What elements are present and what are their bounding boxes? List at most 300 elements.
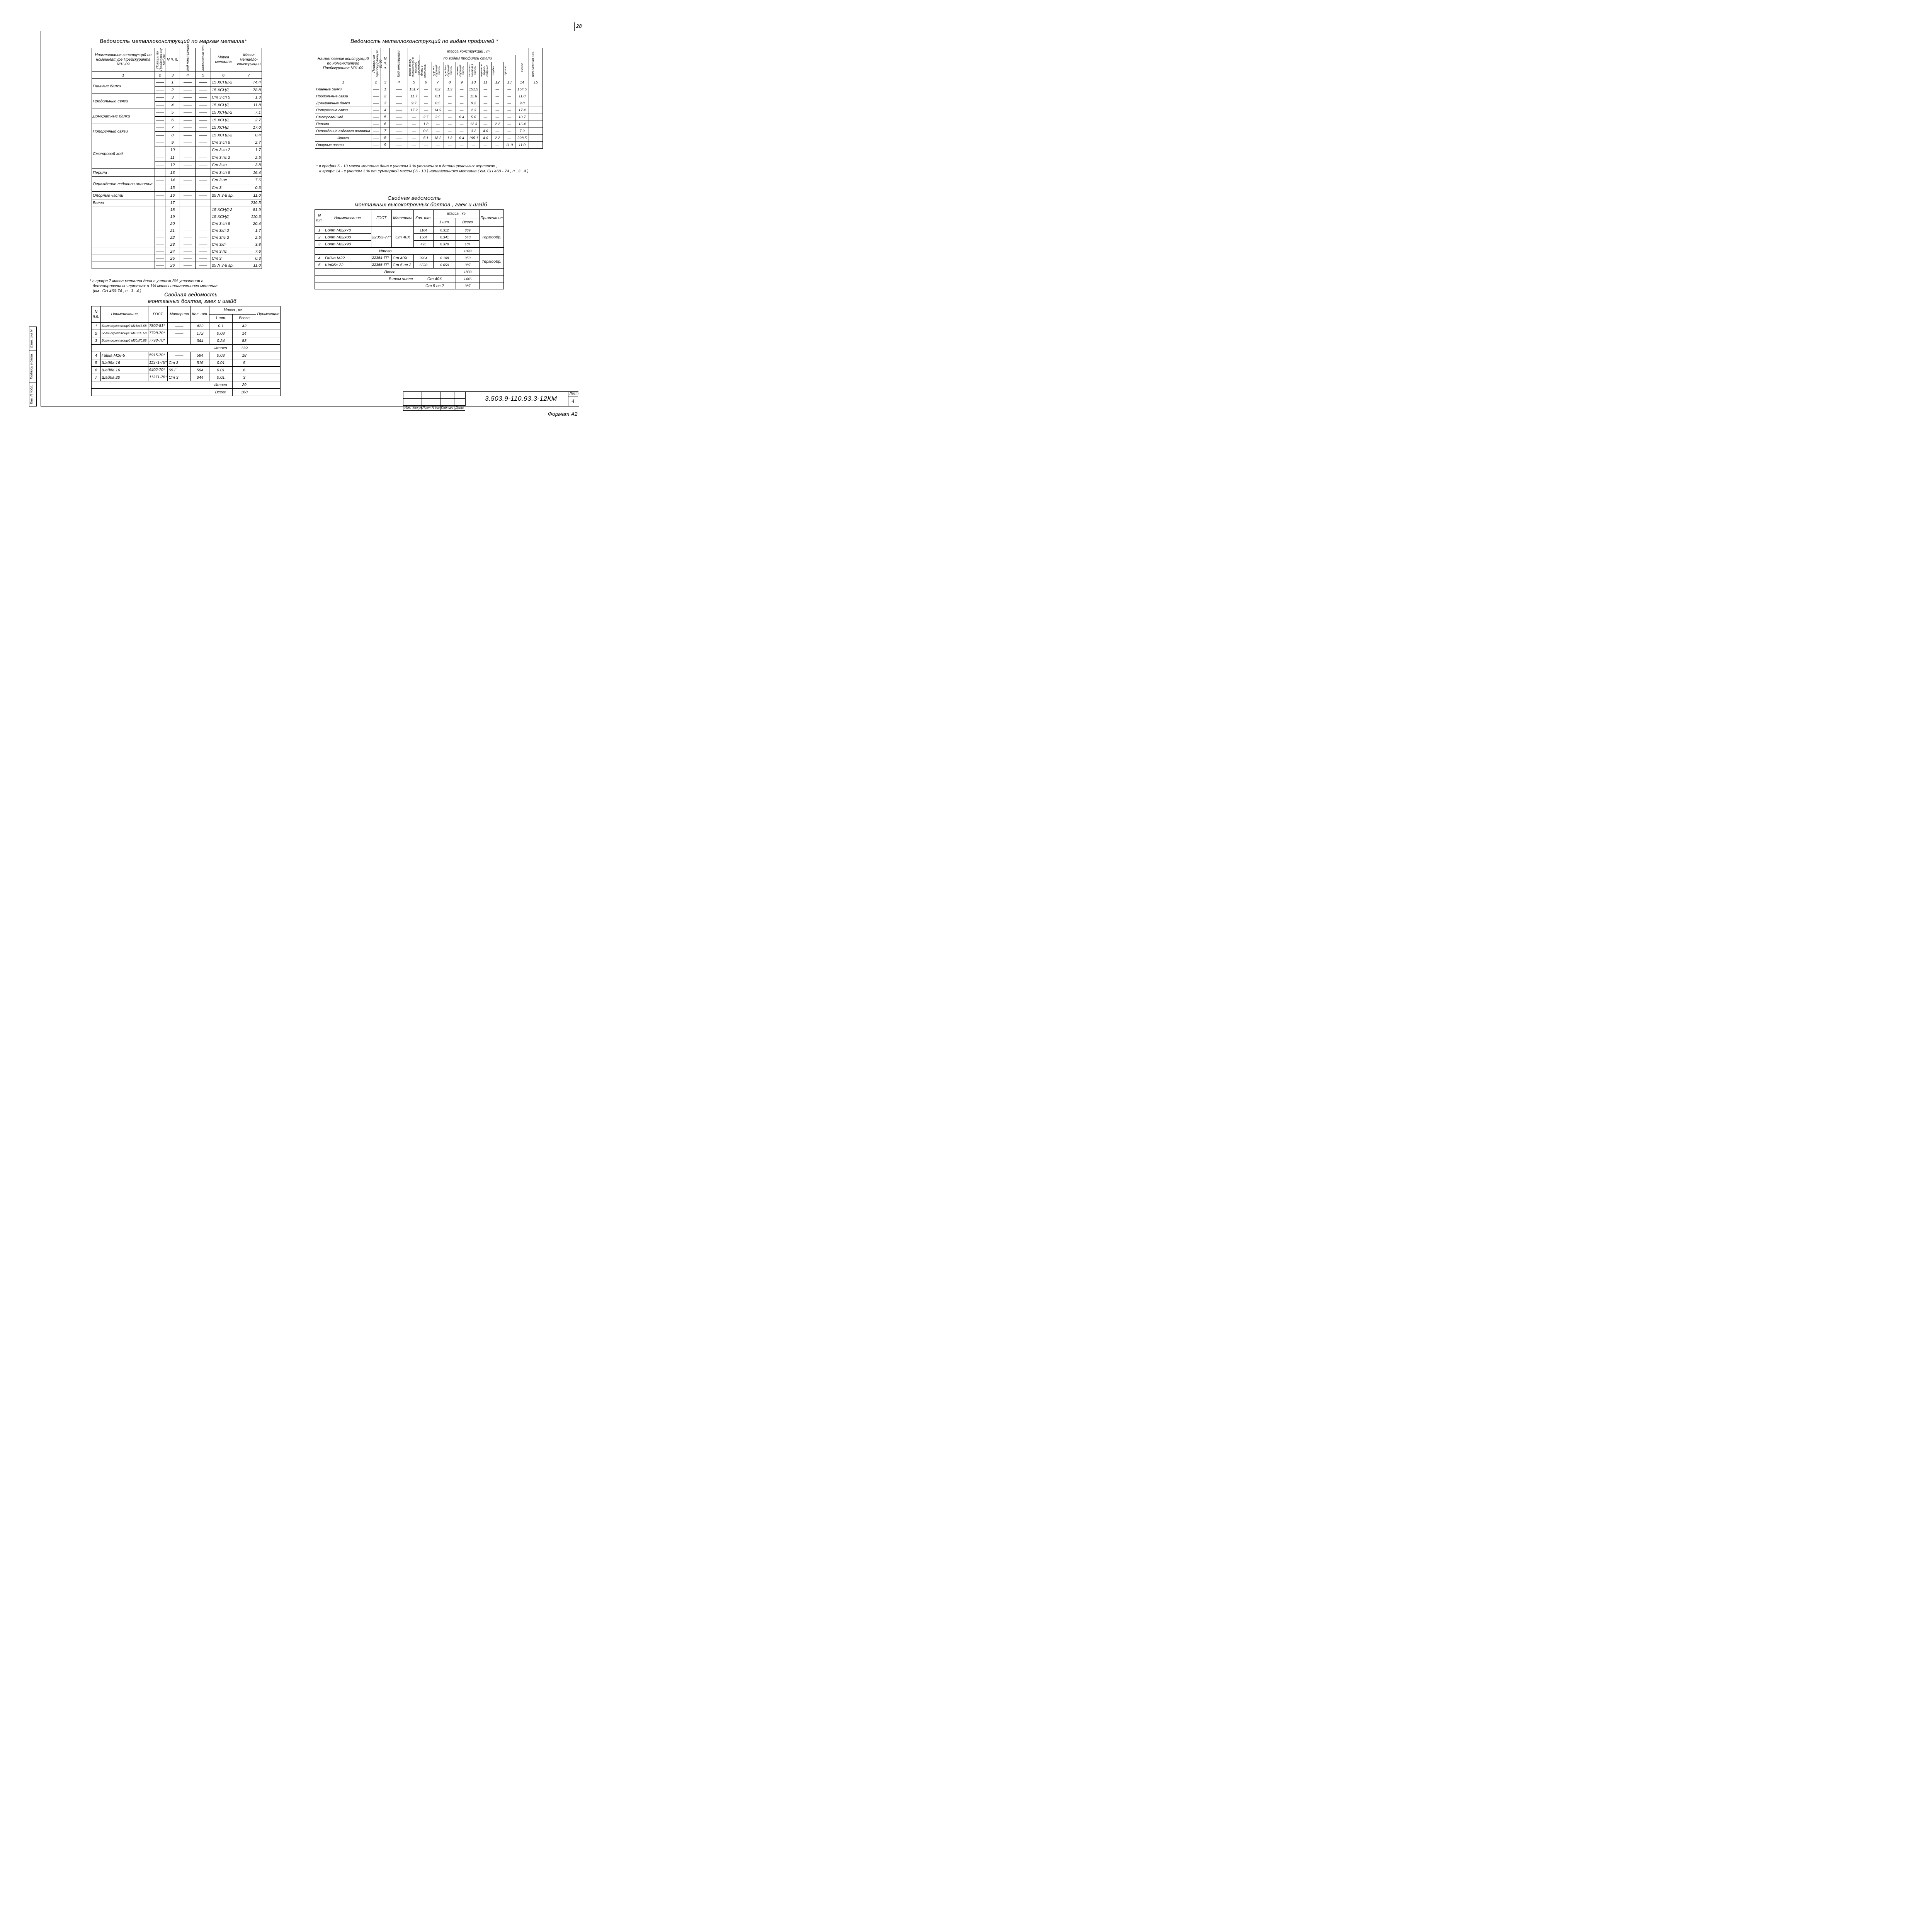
stamp-grid xyxy=(403,391,465,411)
t1-dash: —— xyxy=(155,192,165,199)
t1-mass: 11.8 xyxy=(236,101,262,109)
t2-value: — xyxy=(444,121,456,128)
t4-gost: 7802-81* xyxy=(148,323,167,330)
t1-dash: —— xyxy=(180,154,196,161)
t1-colnum: 7 xyxy=(236,72,262,79)
t4-note xyxy=(256,330,281,337)
t4-qty: 422 xyxy=(191,323,209,330)
t2-value: — xyxy=(432,121,444,128)
t3-n: 5 xyxy=(315,262,324,269)
t1-n: 2 xyxy=(165,86,180,94)
t4-h-note: Примечание xyxy=(256,306,281,323)
t1-n: 12 xyxy=(165,161,180,168)
t2-value: 0.4 xyxy=(456,135,468,142)
t1-dash: —— xyxy=(180,161,196,168)
t1-n: 18 xyxy=(165,206,180,213)
t2-row xyxy=(315,114,543,121)
t4-n: 1 xyxy=(92,323,101,330)
t2-value: — xyxy=(503,93,515,100)
t2-row xyxy=(315,121,543,128)
t2-note xyxy=(316,164,529,174)
t2-value xyxy=(529,100,543,107)
t3-incl-value: 387 xyxy=(456,282,480,289)
t2-value: — xyxy=(444,107,456,114)
t1-row xyxy=(92,94,262,102)
t1-n: 23 xyxy=(165,241,180,248)
t2-h-profile-label: средне-сортная сталь xyxy=(444,65,453,77)
t3-h-qty: Кол. шт. xyxy=(414,210,433,227)
t1-dash: —— xyxy=(180,220,196,227)
t2-dash: —— xyxy=(389,100,408,107)
t2-value: 16.4 xyxy=(515,121,529,128)
t1-note-line: * в графе 7 масса металла дана с учетом 3% уточнения в xyxy=(90,279,204,283)
t4-row xyxy=(92,367,281,374)
t2-dash: —— xyxy=(371,107,381,114)
t1-n: 25 xyxy=(165,255,180,262)
t1-dash: —— xyxy=(196,79,211,87)
t1-title: Ведомость металлоконструкций по маркам металла* xyxy=(100,38,247,44)
t3-one: 0.108 xyxy=(433,255,456,262)
t1-n: 17 xyxy=(165,199,180,206)
t1-dash: —— xyxy=(196,161,211,168)
t1-mass: 239.5 xyxy=(236,199,262,206)
t2-table xyxy=(315,48,543,149)
t2-value: — xyxy=(456,121,468,128)
t1-mark: Ст 3кп xyxy=(211,241,236,248)
t4-qty: 344 xyxy=(191,374,209,381)
t2-value: 0.1 xyxy=(432,93,444,100)
t2-value: — xyxy=(503,100,515,107)
t1-mark: 15 ХСНД xyxy=(211,101,236,109)
t1-dash: —— xyxy=(180,116,196,124)
t3-all: 184 xyxy=(456,241,480,248)
t2-value: — xyxy=(503,135,515,142)
t2-h-name: Наименование конструкций по номенклатуре Прейскуранта N01-09 xyxy=(315,48,371,79)
t2-value xyxy=(529,107,543,114)
t2-h-code: Код конструкции xyxy=(396,50,401,77)
t2-n: 9 xyxy=(381,142,390,149)
side-label-vzam: Взам. инв N xyxy=(29,329,33,348)
t1-mark: Ст 3 сп 5 xyxy=(211,94,236,102)
t2-value: 18.2 xyxy=(432,135,444,142)
t1-dash: —— xyxy=(155,213,165,220)
t4-one: 0.01 xyxy=(209,359,233,367)
t1-h-name: Наименование конструкций по номенклатуре Прейскуранта N01-09 xyxy=(92,48,155,72)
t1-group-name xyxy=(92,234,155,241)
t1-mark: Ст 3 кп 2 xyxy=(211,146,236,154)
t2-colnum: 5 xyxy=(408,79,420,86)
side-label-sign: Подпись и дата xyxy=(29,354,33,379)
t2-dash: —— xyxy=(389,121,408,128)
t2-value: 11.0 xyxy=(503,142,515,149)
t2-value: 10.7 xyxy=(515,114,529,121)
t2-row xyxy=(315,100,543,107)
t3-itogo-label: Итого xyxy=(315,248,456,255)
side-box-vzam xyxy=(29,327,37,350)
side-box-inv xyxy=(29,383,37,406)
t4-name: Болт скрепляющий М16х45.58 xyxy=(100,323,148,330)
t1-n: 19 xyxy=(165,213,180,220)
t2-h-profile-label: блоки и швеллеры xyxy=(420,63,427,78)
t4-h-n: N п.п. xyxy=(92,306,101,323)
t1-mark: Ст 3 сп 5 xyxy=(211,139,236,146)
t1-dash: —— xyxy=(155,86,165,94)
t2-value xyxy=(529,86,543,93)
t1-mass: 3.8 xyxy=(236,241,262,248)
t3-incl-label: В том числе xyxy=(324,276,413,282)
t2-colnum: 10 xyxy=(468,79,480,86)
t2-value: — xyxy=(492,128,503,135)
t4-name: Болт скрепляющий М20х70.58 xyxy=(100,337,148,345)
t1-dash: —— xyxy=(196,101,211,109)
t2-name: Смотровой ход xyxy=(315,114,371,121)
t3-empty xyxy=(324,282,413,289)
t2-value: 4.0 xyxy=(480,135,492,142)
t2-dash: —— xyxy=(371,121,381,128)
t2-h-all: Всего xyxy=(520,62,524,72)
t2-value: 151.5 xyxy=(468,86,480,93)
t1-dash: —— xyxy=(180,248,196,255)
t4-n: 7 xyxy=(92,374,101,381)
t4-h-name: Наименование xyxy=(100,306,148,323)
t2-value: — xyxy=(492,114,503,121)
t4-qty: 344 xyxy=(191,337,209,345)
t2-h-pos: Позиции по Прейску-ранту N 01-09 xyxy=(372,50,383,77)
t2-row xyxy=(315,93,543,100)
t4-title-1: Сводная ведомость xyxy=(164,291,218,298)
t1-total-label: Всего xyxy=(92,199,155,206)
t4-all: 14 xyxy=(232,330,256,337)
t4-all: 42 xyxy=(232,323,256,330)
t2-value: — xyxy=(420,107,432,114)
t2-n: 8 xyxy=(381,135,390,142)
t2-colnum: 7 xyxy=(432,79,444,86)
t3-row xyxy=(315,227,504,234)
t1-dash: —— xyxy=(180,255,196,262)
t2-value: 7.9 xyxy=(515,128,529,135)
t3-note xyxy=(480,276,504,282)
t2-n: 5 xyxy=(381,114,390,121)
t2-value xyxy=(529,135,543,142)
t1-dash: —— xyxy=(155,131,165,139)
t1-row xyxy=(92,220,262,227)
t1-mass: 1.7 xyxy=(236,227,262,234)
t1-h-n: N п. п. xyxy=(165,48,180,72)
t1-h-qty: Количество шт. xyxy=(201,44,205,71)
t3-one: 0.341 xyxy=(433,234,456,241)
t4-note xyxy=(256,323,281,330)
t2-value: — xyxy=(480,114,492,121)
t1-dash: —— xyxy=(155,161,165,168)
t1-dash: —— xyxy=(180,139,196,146)
t1-dash: —— xyxy=(180,79,196,87)
t2-n: 3 xyxy=(381,100,390,107)
t3-note: Термообр. xyxy=(480,227,504,248)
t1-dash: —— xyxy=(180,177,196,184)
t4-one: 0.24 xyxy=(209,337,233,345)
t1-mass: 11.0 xyxy=(236,262,262,269)
t2-value: — xyxy=(432,142,444,149)
t2-row xyxy=(315,107,543,114)
t1-mark: 15 ХСНД xyxy=(211,124,236,132)
t1-mark: Ст 3кп 2 xyxy=(211,227,236,234)
t2-value: 11.6 xyxy=(468,93,480,100)
t2-value: 2.3 xyxy=(468,107,480,114)
t1-mass: 2.5 xyxy=(236,154,262,161)
t2-value: 228.5 xyxy=(515,135,529,142)
t1-group-name: Домкратные балки xyxy=(92,109,155,124)
t1-group-name xyxy=(92,262,155,269)
t3-h-name: Наименование xyxy=(324,210,371,227)
t1-row xyxy=(92,124,262,132)
t2-row xyxy=(315,142,543,149)
t1-h-code: Код конструкции xyxy=(185,44,190,71)
t1-n: 11 xyxy=(165,154,180,161)
t3-vsego-row xyxy=(315,269,504,276)
t4-mat: 65 Г xyxy=(168,367,191,374)
t2-dash: —— xyxy=(389,93,408,100)
t3-h-mass: Масса , кг xyxy=(433,210,480,218)
t4-h-qty: Кол. шт. xyxy=(191,306,209,323)
t2-colnum: 9 xyxy=(456,79,468,86)
t3-h-mat: Материал xyxy=(392,210,414,227)
t1-mass: 2.7 xyxy=(236,116,262,124)
t1-dash: —— xyxy=(196,109,211,117)
t4-gost: 7798-70* xyxy=(148,330,167,337)
t2-value: — xyxy=(444,142,456,149)
t1-dash: —— xyxy=(155,184,165,192)
t2-value xyxy=(529,114,543,121)
t3-one: 0.312 xyxy=(433,227,456,234)
t2-value: — xyxy=(480,142,492,149)
stamp-sheet-number: 4 xyxy=(571,398,575,404)
t1-dash: —— xyxy=(196,199,211,206)
t4-title-2: монтажных болтов, гаек и шайб xyxy=(148,298,236,304)
t1-mass: 17.0 xyxy=(236,124,262,132)
t1-dash: —— xyxy=(180,199,196,206)
t3-h-all: Всего xyxy=(456,218,480,227)
t4-one: 0.01 xyxy=(209,374,233,381)
t1-n: 22 xyxy=(165,234,180,241)
t2-h-qty: Количество шт. xyxy=(531,50,535,77)
t1-table xyxy=(92,44,262,269)
t1-colnum: 5 xyxy=(196,72,211,79)
t3-name: Болт М22х80 xyxy=(324,234,371,241)
t1-h-pos: Позиции по Прейскуранту N01-09 xyxy=(155,48,166,71)
t2-name: Поперечные связи xyxy=(315,107,371,114)
t3-empty xyxy=(315,282,324,289)
t2-value: 5.1 xyxy=(420,135,432,142)
t2-colnum: 6 xyxy=(420,79,432,86)
t4-all: 5 xyxy=(232,359,256,367)
t1-colnum: 1 xyxy=(92,72,155,79)
t1-group-name xyxy=(92,227,155,234)
t3-qty: 496 xyxy=(414,241,433,248)
t3-row xyxy=(315,255,504,262)
t2-colnum: 11 xyxy=(480,79,492,86)
t1-n: 13 xyxy=(165,169,180,177)
t4-mat: Ст 3 xyxy=(168,359,191,367)
t2-name: Итого xyxy=(315,135,371,142)
t3-n: 1 xyxy=(315,227,324,234)
t2-value: 195.1 xyxy=(468,135,480,142)
t1-mark: Ст 3 xyxy=(211,184,236,192)
t1-n: 8 xyxy=(165,131,180,139)
t1-n: 15 xyxy=(165,184,180,192)
t2-value: 5.0 xyxy=(468,114,480,121)
t3-itogo-row xyxy=(315,248,504,255)
t3-incl-value: 1446 xyxy=(456,276,480,282)
t2-value: — xyxy=(408,114,420,121)
t4-row xyxy=(92,374,281,381)
t1-mark: 25 Л 3-й гр. xyxy=(211,262,236,269)
t4-sum-row xyxy=(92,389,281,396)
stamp-sheet-label: Лист xyxy=(570,391,579,395)
t4-sum-value: 168 xyxy=(232,389,256,396)
t2-n: 2 xyxy=(381,93,390,100)
t1-mark xyxy=(211,199,236,206)
side-box-sign xyxy=(29,350,37,383)
t1-dash: —— xyxy=(196,169,211,177)
t2-value: 1.3 xyxy=(444,86,456,93)
t1-group-name xyxy=(92,220,155,227)
t4-sum-label: Итого xyxy=(209,381,233,389)
t4-name: Гайка М16-5 xyxy=(100,352,148,359)
t3-h-n: N п.п. xyxy=(315,210,324,227)
t2-value: — xyxy=(480,121,492,128)
t2-h-profile xyxy=(444,62,456,79)
t1-dash: —— xyxy=(155,79,165,87)
t4-row xyxy=(92,352,281,359)
t3-mat: Ст 5 пс 2 xyxy=(392,262,414,269)
t1-dash: —— xyxy=(155,262,165,269)
t2-dash: —— xyxy=(389,142,408,149)
t2-name: Главные балки xyxy=(315,86,371,93)
t2-row xyxy=(315,86,543,93)
t2-value: — xyxy=(492,100,503,107)
t3-mat: Ст 40Х xyxy=(392,227,414,248)
t1-mass: 3.8 xyxy=(236,161,262,168)
t1-group-name: Поперечные связи xyxy=(92,124,155,139)
t2-value: 11.7 xyxy=(408,93,420,100)
t2-colnum: 4 xyxy=(389,79,408,86)
t1-dash: —— xyxy=(155,248,165,255)
t1-n: 14 xyxy=(165,177,180,184)
t1-dash: —— xyxy=(155,146,165,154)
t1-dash: —— xyxy=(180,101,196,109)
t1-n: 10 xyxy=(165,146,180,154)
t1-dash: —— xyxy=(196,146,211,154)
t2-name: Опорные части xyxy=(315,142,371,149)
t1-row xyxy=(92,262,262,269)
t3-itogo-value: 1093 xyxy=(456,248,480,255)
t2-dash: —— xyxy=(371,100,381,107)
t1-dash: —— xyxy=(155,255,165,262)
t4-name: Болт скрепляющий М16х30.58 xyxy=(100,330,148,337)
t4-sum-value: 139 xyxy=(232,345,256,352)
stamp-col-label: Дата xyxy=(454,406,465,411)
t2-value: 17.4 xyxy=(515,107,529,114)
t4-n: 6 xyxy=(92,367,101,374)
t1-dash: —— xyxy=(196,262,211,269)
t2-name: Продольные связи xyxy=(315,93,371,100)
t3-one: 0.059 xyxy=(433,262,456,269)
t4-one: 0.03 xyxy=(209,352,233,359)
t2-dash: —— xyxy=(389,128,408,135)
t2-value: — xyxy=(408,121,420,128)
t1-dash: —— xyxy=(155,206,165,213)
t2-colnum: 12 xyxy=(492,79,503,86)
t3-h-one: 1 шт. xyxy=(433,218,456,227)
t2-value: — xyxy=(480,86,492,93)
t1-dash: —— xyxy=(155,94,165,102)
t2-h-mass: Масса конструкций , т xyxy=(408,48,529,55)
t1-dash: —— xyxy=(196,184,211,192)
t3-gost: 22353-77* xyxy=(371,227,391,248)
t1-row xyxy=(92,109,262,117)
t1-dash: —— xyxy=(180,131,196,139)
t2-dash: —— xyxy=(371,114,381,121)
t2-value: — xyxy=(420,93,432,100)
t2-value: — xyxy=(444,93,456,100)
t3-mat: Ст 40Х xyxy=(392,255,414,262)
t2-colnum: 1 xyxy=(315,79,371,86)
t1-mass: 7.6 xyxy=(236,177,262,184)
t2-value: — xyxy=(408,142,420,149)
t2-value: — xyxy=(456,128,468,135)
t2-value xyxy=(529,121,543,128)
t1-note-line: деталировочных чертежах и 1% массы наплавленного металла xyxy=(93,284,218,288)
t1-colnum: 3 xyxy=(165,72,180,79)
t2-value xyxy=(529,142,543,149)
t1-mass: 2.7 xyxy=(236,139,262,146)
t1-n: 20 xyxy=(165,220,180,227)
t1-dash: —— xyxy=(196,220,211,227)
t4-row xyxy=(92,330,281,337)
t2-value: 1.3 xyxy=(444,135,456,142)
t3-note xyxy=(480,282,504,289)
t4-sum-label: Всего xyxy=(209,389,233,396)
t2-h-profile-label: гнутые и гнуто-сварные xyxy=(479,64,489,77)
t1-row xyxy=(92,213,262,220)
t2-value: 17.2 xyxy=(408,107,420,114)
t1-dash: —— xyxy=(155,139,165,146)
t2-value xyxy=(529,128,543,135)
t2-colnum: 8 xyxy=(444,79,456,86)
t1-row xyxy=(92,206,262,213)
t4-name: Шайба 16 xyxy=(100,359,148,367)
t2-dash: —— xyxy=(389,114,408,121)
t3-incl-row xyxy=(315,276,504,282)
t1-mark: 15 ХСНД-2 xyxy=(211,109,236,117)
t3-incl-mat: Ст 40Х xyxy=(414,276,456,282)
t2-value: 0.6 xyxy=(420,128,432,135)
t3-gost: 22354-77* xyxy=(371,255,391,262)
t1-colnum: 6 xyxy=(211,72,236,79)
t4-empty xyxy=(92,381,209,389)
t2-value: — xyxy=(503,128,515,135)
t1-dash: —— xyxy=(180,86,196,94)
t1-group-name: Перила xyxy=(92,169,155,177)
t1-dash: —— xyxy=(196,139,211,146)
t2-dash: —— xyxy=(389,107,408,114)
t1-dash: —— xyxy=(196,241,211,248)
t4-row xyxy=(92,323,281,330)
t3-name: Шайба 22 xyxy=(324,262,371,269)
t2-h-profile xyxy=(456,62,468,79)
t3-name: Болт М22х70 xyxy=(324,227,371,234)
t1-n: 26 xyxy=(165,262,180,269)
